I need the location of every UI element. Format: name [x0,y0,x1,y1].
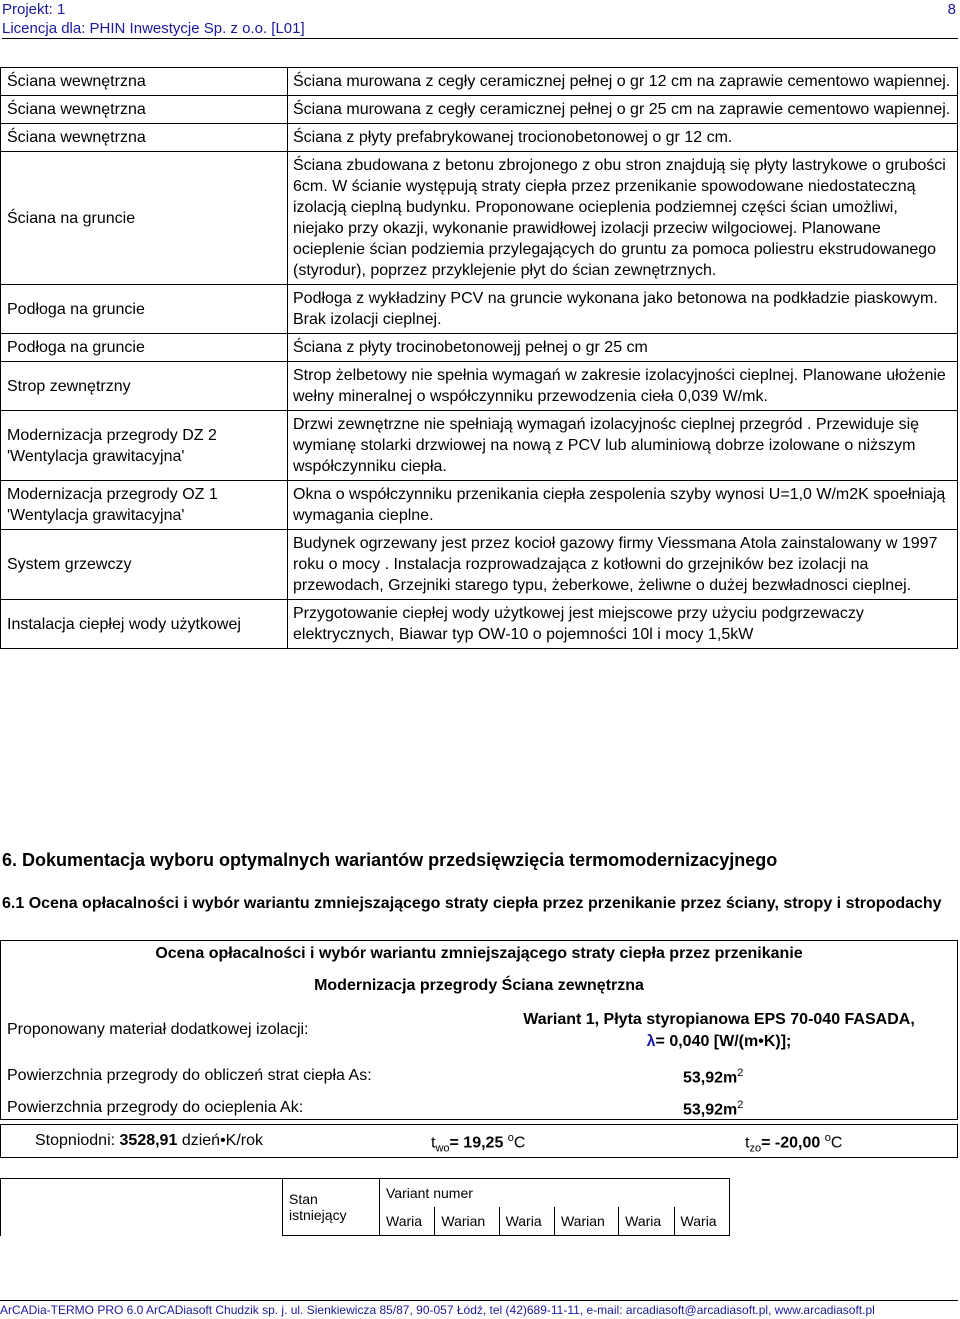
as-value: $53,92m^2$ [683,1067,744,1087]
table-row [1,285,958,334]
partition-description: Drzwi zewnętrzne nie spełniają wymagań izolacyjnośc cieplnej przegród . Przewiduje się wymianę stolarki drzwiowej na nową z PCV lub aluminiową dobrze izolowane o niższym współczynniku ciepła. [288,411,958,481]
partition-name: Modernizacja przegrody OZ 1 'Wentylacja grawitacyjna' [1,481,288,530]
project-label: Projekt: 1 [2,1,66,18]
table-row [1,481,958,530]
partition-description: Podłoga z wykładziny PCV na gruncie wykonana jako betonowa na podkładzie piaskowym. Brak izolacji cieplnej. [288,285,958,334]
table-row [1,124,958,152]
partition-description: Ściana murowana z cegły ceramicznej pełnej o gr 12 cm na zaprawie cementowo wapiennej. [288,68,958,96]
page-header [2,0,958,39]
partition-name: Podłoga na gruncie [1,334,288,362]
partition-name: Strop zewnętrzny [1,362,288,411]
page-footer: ArCADia-TERMO PRO 6.0 ArCADiasoft Chudzik sp. j. ul. Sienkiewicza 85/87, 90-057 Łódź, tel (42)689-11-11, e-mail: arcadiasoft@arcadiasoft.pl, www.arcadiasoft.pl [0,1300,958,1317]
table-row [1,530,958,600]
partition-name: Ściana wewnętrzna [1,96,288,124]
partition-description: Strop żelbetowy nie spełnia wymagań w zakresie izolacyjności cieplnej. Planowane ułożenie wełny mineralnej o współczynniku przewodzenia cieła 0,039 W/mk. [288,362,958,411]
degree-days: Stopniodni: 3528,91 dzień•K/rok [35,1132,264,1149]
section-6-1-heading: 6.1 Ocena opłacalności i wybór wariantu zmniejszającego straty ciepła przez przenikanie przez ściany, stropy i stropodachy [2,895,942,912]
stan-istniejacy: Stan istniejący [283,1179,380,1236]
material-label: Proponowany materiał dodatkowej izolacji: [7,1021,309,1038]
variant-col: Warian [554,1207,618,1236]
variant-header: Variant numer [380,1179,730,1208]
table-row [1,152,958,285]
partition-name: Modernizacja przegrody DZ 2 'Wentylacja grawitacyjna' [1,411,288,481]
partition-description: Ściana murowana z cegły ceramicznej pełnej o gr 25 cm na zaprawie cementowo wapiennej. [288,96,958,124]
table-row [1,96,958,124]
calc-subtitle: Modernizacja przegrody Ściana zewnętrzna [314,977,644,994]
as-label: Powierzchnia przegrody do obliczeń strat ciepła As: [7,1067,372,1084]
partition-description: Okna o współczynniku przenikania ciepła zespolenia szyby wynosi U=1,0 W/m2K spoełniają wymagania cieplne. [288,481,958,530]
partition-name: Ściana na gruncie [1,152,288,285]
ak-value: $53,92m^2$ [683,1099,744,1119]
partition-description: Budynek ogrzewany jest przez kocioł gazowy firmy Viessmana Atola zainstalowany w 1997 roku o mocy . Instalacja rozprowadzająca z kotłowni do grzejników bez izolacji na przewodach, Grzejniki starego typu, żeberkowe, żeliwne o dużej bezwładnosci cieplnej. [288,530,958,600]
variant-col: Waria [499,1207,554,1236]
ak-label: Powierzchnia przegrody do ocieplenia Ak: [7,1099,304,1116]
partition-description: Przygotowanie ciepłej wody użytkowej jest miejscowe przy użyciu podgrzewaczy elektrycznych, Biawar typ OW-10 o pojemności 10l i mocy 1,5kW [288,600,958,649]
partition-description: Ściana zbudowana z betonu zbrojonego z obu stron znajdują się płyty lastrykowe o grubości 6cm. W ścianie występują straty ciepła przez przenikanie spowodowane niedostateczną izolacją cieplną budynku. Proponowane ocieplenia podziemnej części ścian umożliwi, niejako przy okazji, wykonanie prawidłowej izolacji przeciw wilgociowej. Planowane ocieplenie ścian podziemia przylegających do gruntu za pomoca poliestru ekstrudowanego (styrodur), poprzez przyklejenie płyt do ścian zewnętrznych. [288,152,958,285]
variant-col: Waria [674,1207,729,1236]
external-temperature: $t_{zo}= -20,00$ $^o$C [745,1132,843,1155]
table-row [1,362,958,411]
variants-spacer [0,1178,282,1236]
table-row [1,600,958,649]
variant-col: Waria [619,1207,674,1236]
variant-col: Warian [435,1207,499,1236]
variants-table [282,1178,730,1236]
partition-description: Ściana z płyty trocinobetonowejj pełnej o gr 25 cm [288,334,958,362]
partition-description-table [0,67,958,649]
material-value: Wariant 1, Płyta styropianowa EPS 70-040 FASADA, λ= 0,040 [W/(m•K)]; [523,1011,915,1050]
partition-name: System grzewczy [1,530,288,600]
license-label: Licencja dla: PHIN Inwestycje Sp. z o.o. [L01] [2,20,305,37]
degree-days-box [0,1124,958,1158]
partition-description: Ściana z płyty prefabrykowanej trocionobetonowej o gr 12 cm. [288,124,958,152]
variant-col: Waria [380,1207,435,1236]
partition-name: Ściana wewnętrzna [1,124,288,152]
partition-name: Podłoga na gruncie [1,285,288,334]
section-6-heading: 6. Dokumentacja wyboru optymalnych wariantów przedsięwzięcia termomodernizacyjnego [2,850,778,870]
calc-box [0,940,958,1120]
calc-title: Ocena opłacalności i wybór wariantu zmniejszającego straty ciepła przez przenikanie [155,945,803,962]
table-row [1,411,958,481]
page-number: 8 [947,1,956,18]
partition-name: Ściana wewnętrzna [1,68,288,96]
internal-temperature: $t_{wo}= 19,25$ $^o$C [431,1132,526,1155]
partition-name: Instalacja ciepłej wody użytkowej [1,600,288,649]
table-row [1,68,958,96]
table-row [1,334,958,362]
lambda-symbol: λ [646,1033,656,1050]
